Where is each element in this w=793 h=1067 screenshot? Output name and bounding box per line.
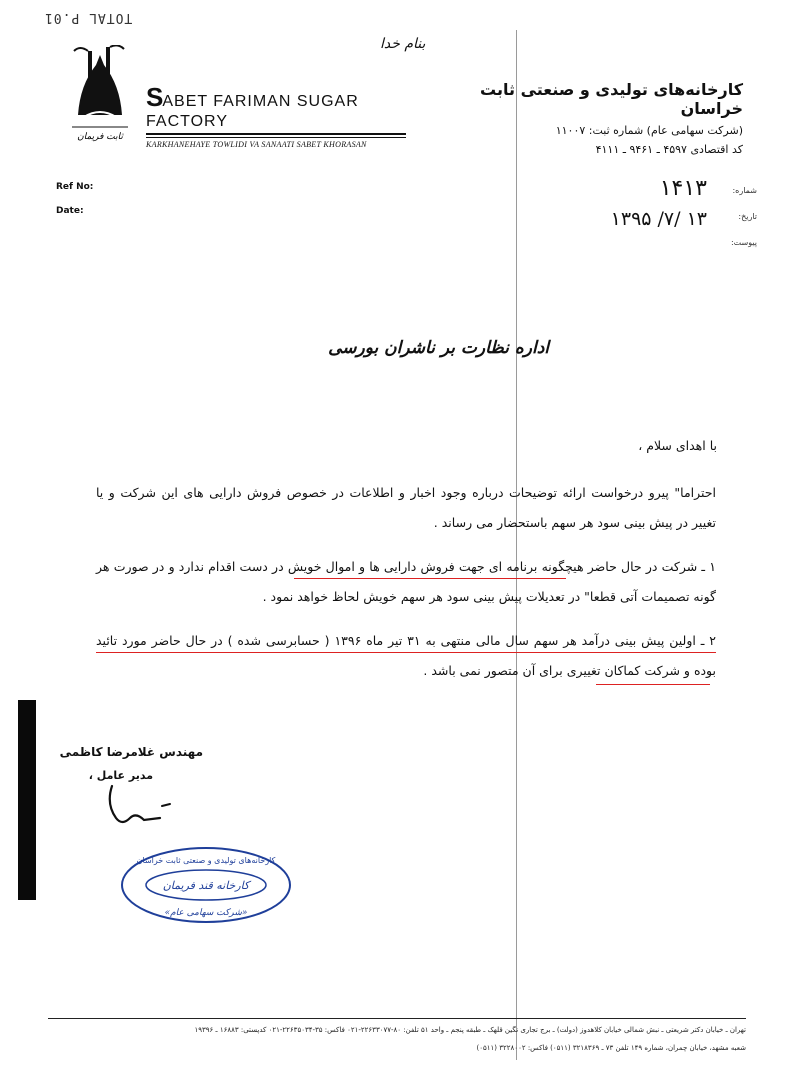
- factory-logo-icon: [60, 45, 140, 145]
- signer-title: مدیر عامل ،: [88, 769, 153, 782]
- fold-line: [516, 30, 517, 1060]
- signer-name: مهندس غلامرضا کاظمی: [59, 745, 203, 759]
- fax-header: TOTAL P.01: [44, 10, 133, 25]
- brand-name-rest: ABET FARIMAN SUGAR FACTORY: [146, 93, 359, 130]
- footer-rule: [48, 1018, 746, 1019]
- brand-initial: S: [146, 82, 165, 112]
- red-underline-3: [596, 684, 710, 685]
- date-label-fa: تاریخ:: [738, 212, 757, 221]
- logo-text: ثابت فریمان: [77, 132, 123, 142]
- red-underline-1: [294, 578, 566, 579]
- brand-name: [146, 82, 406, 131]
- number-label: شماره:: [732, 186, 757, 195]
- signature-icon: [100, 778, 190, 838]
- letter-number: ۱۴۱۳: [659, 176, 707, 201]
- stamp-line-3: «شرکت سهامی عام»: [164, 908, 248, 918]
- bismillah: بنام خدا: [380, 36, 426, 52]
- company-economic-code: کد اقتصادی ۴۵۹۷ ـ ۹۴۶۱ ـ ۴۱۱۱: [595, 143, 743, 156]
- letter-date: ۱۳۹۵ /۷/ ۱۳: [610, 208, 707, 230]
- company-name: کارخانه‌های تولیدی و صنعتی ثابت خراسان: [480, 80, 743, 118]
- date-label: Date:: [56, 206, 84, 216]
- company-registration: (شرکت سهامی عام) شماره ثبت: ۱۱۰۰۷: [555, 124, 743, 137]
- greeting: با اهدای سلام ،: [638, 438, 717, 453]
- brand-rule-thin: [146, 137, 406, 138]
- item-1-paragraph: ۱ ـ شرکت در حال حاضر هیچگونه برنامه ای جهت فروش دارایی ها و اموال خویش در دست اقدام ندارد و در صورت هر گونه تصمیمات آتی قطعا" در تعدیلات پیش بینی سود هر سهم خویش لحاظ خواهد نمود .: [96, 559, 716, 604]
- red-underline-2: [96, 652, 716, 653]
- stamp-line-1: کارخانه‌های تولیدی و صنعتی ثابت خراسان: [136, 856, 276, 865]
- recipient: اداره نظارت بر ناشران بورسی: [328, 338, 549, 358]
- scan-edge-bar: [18, 700, 36, 900]
- company-stamp-icon: [118, 845, 294, 925]
- brand-block: [146, 82, 406, 149]
- footer-address-tehran: تهران ـ خیابان دکتر شریعتی ـ نبش شمالی خیابان کلاهدوز (دولت) ـ برج تجاری نگین قلهک ـ طبقه پنجم ـ واحد ۵۱ تلفن: ۸۰-۲۲۶۳۳۰۷۷-۰۲۱ فاکس: ۳۵-۲۲۶۳۵۰۳۴-۰۲۱ کدپستی: ۱۶۸۸۳ ـ ۱۹۳۹۶: [194, 1026, 746, 1034]
- footer-address-mashhad: شعبه مشهد، خیابان چمران، شماره ۱۴۹ تلفن ۷۳ ـ ۳۲۱۸۳۶۹ (۰۵۱۱) فاکس: ۳۲۲۸۰۰۲ (۰۵۱۱): [476, 1044, 746, 1052]
- brand-subtitle: KARKHANEHAYE TOWLIDI VA SANAATI SABET KHORASAN: [146, 140, 367, 149]
- ref-no-label: Ref No:: [56, 182, 94, 192]
- stamp-line-2: کارخانه قند فریمان: [162, 879, 250, 892]
- attachment-label: پیوست:: [730, 238, 757, 247]
- brand-rule: [146, 133, 406, 135]
- company-header: [443, 80, 743, 156]
- item-2-paragraph: ۲ ـ اولین پیش بینی درآمد هر سهم سال مالی منتهی به ۳۱ تیر ماه ۱۳۹۶ ( حسابرسی شده ) در حال حاضر مورد تائید بوده و شرکت کماکان تغییری برای آن متصور نمی باشد .: [96, 633, 716, 678]
- intro-paragraph: احتراما" پیرو درخواست ارائه توضیحات درباره وجود اخبار و اطلاعات در خصوص فروش دارایی های این شرکت و یا تغییر در پیش بینی سود هر سهم باستحضار می رساند .: [96, 485, 716, 530]
